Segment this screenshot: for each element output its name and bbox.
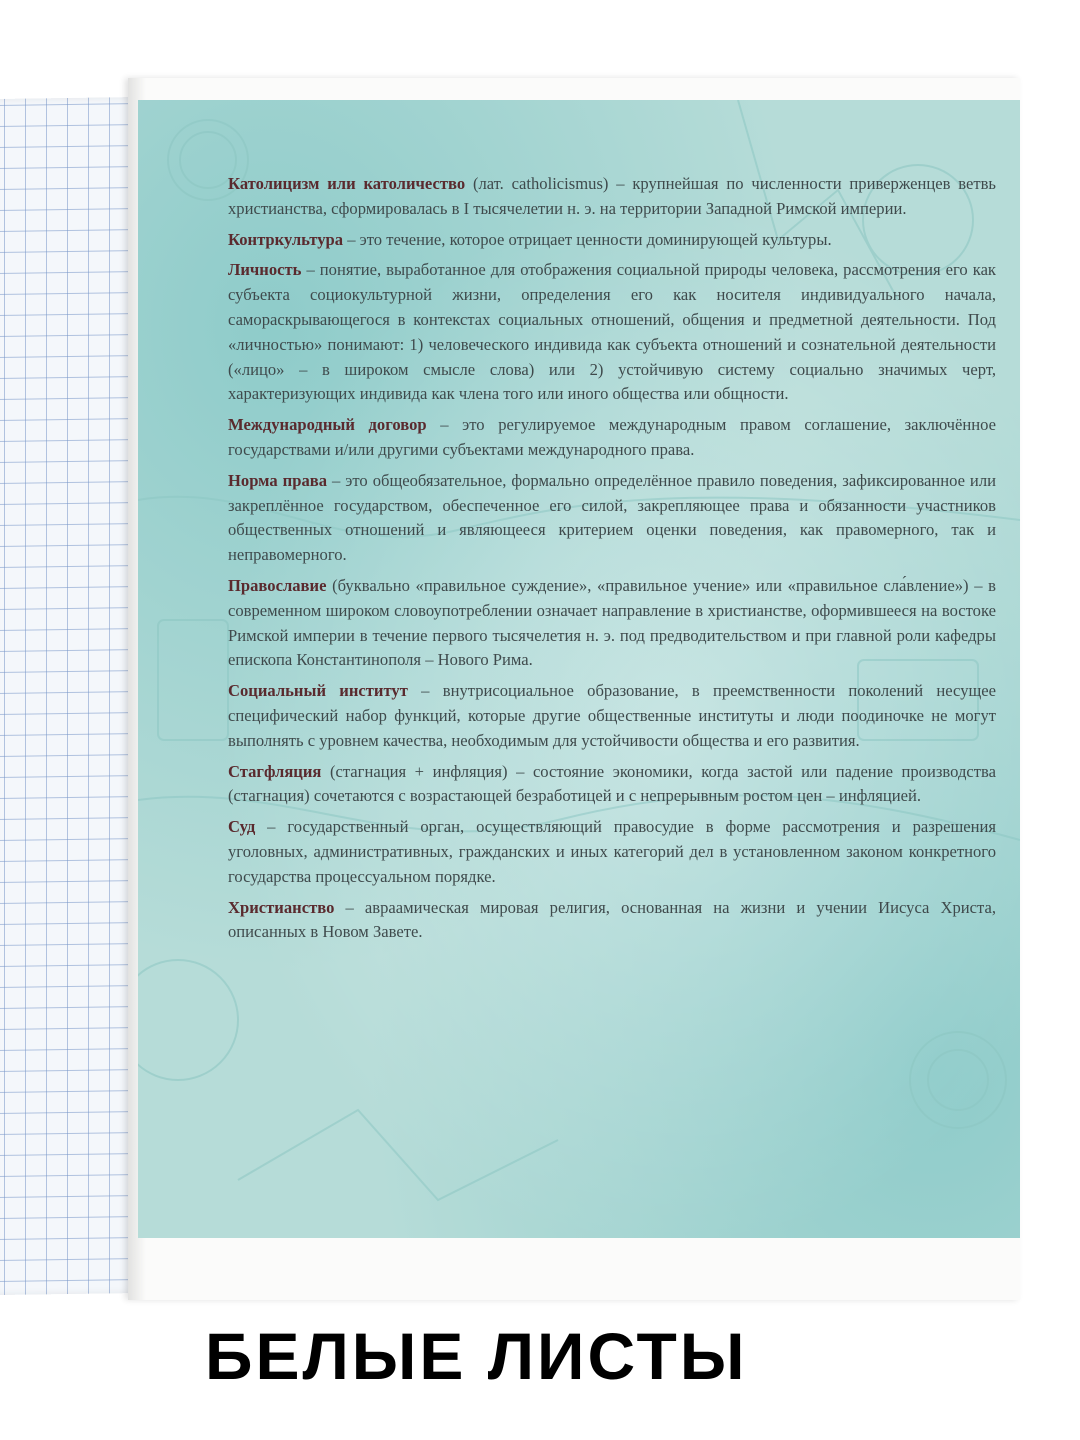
glossary-entry <box>228 172 996 222</box>
glossary-definition: (лат. catholicismus) – крупнейшая по численности приверженцев ветвь христианства, сформировалась в I тысячелетии н. э. на территории Западной Римской империи. <box>228 174 996 218</box>
glossary-entry <box>228 258 996 407</box>
glossary-definition: – государственный орган, осуществляющий правосудие в форме рассмотрения и разрешения уголовных, административных, гражданских и иных категорий дел в установленном законом конкретного государства процессуальном порядке. <box>228 817 996 886</box>
glossary-term: Стагфляция <box>228 761 322 781</box>
glossary-definition: – это течение, которое отрицает ценности доминирующей культуры. <box>343 229 832 249</box>
glossary-definition: (стагнация + инфляция) – состояние экономики, когда застой или падение производства (стагнация) сочетаются с возрастающей безработицей и с непрерывным ростом цен – инфляцией. <box>228 761 996 806</box>
glossary-term: Социальный институт <box>228 681 408 701</box>
glossary-definition: – это общеобязательное, формально определённое правило поведения, зафиксированное или закреплённое государством, обеспеченное его силой, закрепляющее права и обязанности участников общественных отношений и являющееся критерием оценки поведения, как правомерного, так и неправомерного. <box>228 470 996 565</box>
glossary-term: Норма права <box>228 470 327 490</box>
glossary-term: Христианство <box>228 897 335 917</box>
glossary-term: Личность <box>228 260 302 280</box>
glossary-term: Православие <box>228 575 327 595</box>
glossary-entry <box>228 574 996 673</box>
glossary-entry <box>228 413 996 463</box>
glossary-entry <box>228 469 996 568</box>
glossary-entry <box>228 679 996 753</box>
glossary-definition: – понятие, выработанное для отображения социальной природы человека, рассмотрения его как субъекта социокультурной жизни, определения его как носителя индивидуального начала, самораскрывающегося в контекстах социальных отношений, общения и предметной деятельности. Под «личностью» понимают: 1) человеческого индивида как субъекта отношений и сознательной деятельности («лицо» – в широком смысле слова) или 2) устойчивую систему социально значимых черт, характеризующих индивида как члена того или иного общества или общности. <box>228 260 996 404</box>
glossary-definition: – авраамическая мировая религия, основанная на жизни и учении Иисуса Христа, описанных в Новом Завете. <box>228 897 996 942</box>
glossary-term: Католицизм или католичество <box>228 174 466 193</box>
glossary-term: Контркультура <box>228 229 344 249</box>
glossary-panel <box>138 100 1020 1238</box>
glossary-text <box>228 172 996 951</box>
glossary-entry <box>228 228 996 253</box>
glossary-term: Международный договор <box>228 415 427 435</box>
glossary-entry <box>228 760 996 810</box>
glossary-entry <box>228 815 996 889</box>
glossary-entry <box>228 896 996 946</box>
grid-paper-page <box>0 97 138 1295</box>
glossary-definition: – внутрисоциальное образование, в преемственности поколений несущее специфический набор функций, которые другие общественные институты и люди поодиночке не могут выполнять с уровнем качества, необходимым для устойчивости общества и его развития. <box>228 681 997 750</box>
caption-area <box>0 1304 1080 1404</box>
caption-title: БЕЛЫЕ ЛИСТЫ <box>205 1319 748 1393</box>
glossary-definition: (буквально «правильное суждение», «правильное учение» или «правильное сла́вление») – в современном широком словоупотреблении означает направление в христианстве, оформившееся на востоке Римской империи в течение первого тысячелетия н. э. под предводительством и при главной роли кафедры епископа Константинополя – Нового Рима. <box>228 575 996 670</box>
glossary-term: Суд <box>228 817 256 837</box>
glossary-definition: – это регулируемое международным правом соглашение, заключённое государствами и/или другими субъектами международного права. <box>228 415 996 459</box>
